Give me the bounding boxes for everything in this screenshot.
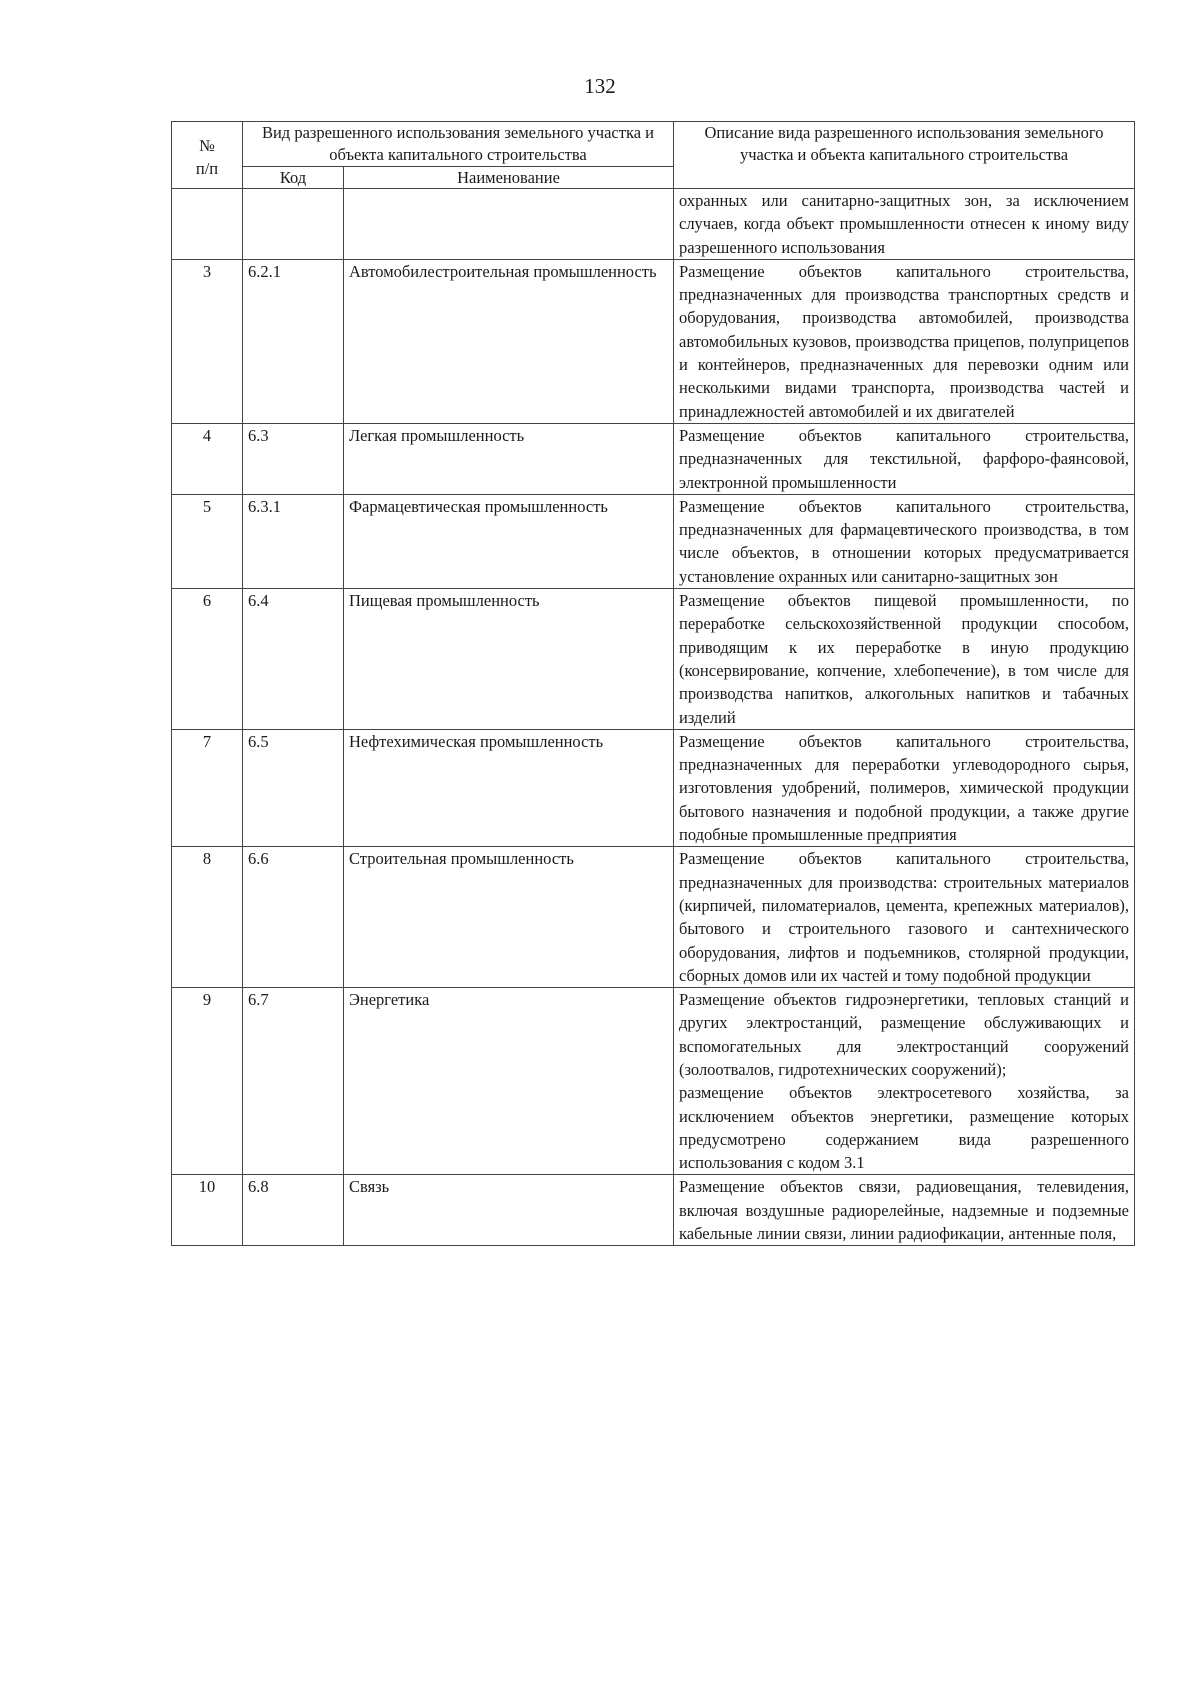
header-code: Код [243, 167, 344, 189]
table-row [172, 1175, 1135, 1246]
cell-name: Строительная промышленность [344, 847, 674, 988]
table-row [172, 988, 1135, 1175]
cell-desc [674, 729, 1135, 846]
cell-num [172, 189, 243, 260]
header-desc: Описание вида разрешенного использования земельного участка и объекта капитального строительства [674, 122, 1135, 189]
desc-paragraph: Размещение объектов капитального строительства, предназначенных для фармацевтического производства, в том числе объектов, в отношении которых предусматривается установление охранных или санитарно-защитных зон [679, 496, 1129, 586]
cell-code: 6.5 [243, 729, 344, 846]
cell-num: 4 [172, 423, 243, 494]
cell-name: Связь [344, 1175, 674, 1246]
desc-paragraph: Размещение объектов капитального строительства, предназначенных для производства: строительных материалов (кирпичей, пиломатериалов, цемента, крепежных материалов), бытового и строительного газового и сантехнического оборудования, лифтов и подъемников, столярной продукции, сборных домов или их частей и тому подобной продукции [679, 849, 1129, 985]
desc-paragraph: Размещение объектов связи, радиовещания, телевидения, включая воздушные радиорелейные, надземные и подземные кабельные линии связи, линии радиофикации, антенные поля, [679, 1177, 1129, 1244]
desc-paragraph: размещение объектов электросетевого хозяйства, за исключением объектов энергетики, размещение которых предусмотрено содержанием вида разрешенного использования с кодом 3.1 [679, 1083, 1129, 1173]
cell-name [344, 189, 674, 260]
cell-num: 7 [172, 729, 243, 846]
desc-paragraph: Размещение объектов капитального строительства, предназначенных для переработки углеводородного сырья, изготовления удобрений, полимеров, химической продукции бытового назначения и подобной продукции, а также другие подобные промышленные предприятия [679, 731, 1129, 845]
cell-desc [674, 423, 1135, 494]
cell-num: 8 [172, 847, 243, 988]
cell-num: 9 [172, 988, 243, 1175]
cell-desc [674, 988, 1135, 1175]
cell-code: 6.6 [243, 847, 344, 988]
cell-name: Автомобилестроительная промышленность [344, 259, 674, 423]
cell-code: 6.3 [243, 423, 344, 494]
cell-desc [674, 259, 1135, 423]
cell-name: Нефтехимическая промышленность [344, 729, 674, 846]
cell-num: 5 [172, 494, 243, 588]
cell-code: 6.4 [243, 589, 344, 730]
cell-name: Пищевая промышленность [344, 589, 674, 730]
table-header [172, 122, 1135, 189]
cell-code: 6.7 [243, 988, 344, 1175]
cell-code: 6.3.1 [243, 494, 344, 588]
table-row [172, 589, 1135, 730]
table-row [172, 259, 1135, 423]
cell-num: 10 [172, 1175, 243, 1246]
desc-paragraph: Размещение объектов капитального строительства, предназначенных для производства транспортных средств и оборудования, производства автомобилей, производства автомобильных кузовов, производства прицепов, полуприцепов и контейнеров, предназначенных для перевозки одним или несколькими видами транспорта, производства частей и принадлежностей автомобилей и их двигателей [679, 261, 1129, 421]
desc-paragraph: Размещение объектов гидроэнергетики, тепловых станций и других электростанций, размещение обслуживающих и вспомогательных для электростанций сооружений (золоотвалов, гидротехнических сооружений); [679, 990, 1129, 1079]
cell-num: 3 [172, 259, 243, 423]
cell-num: 6 [172, 589, 243, 730]
table-row-continuation [172, 189, 1135, 260]
cell-name: Энергетика [344, 988, 674, 1175]
cell-name: Легкая промышленность [344, 423, 674, 494]
cell-code: 6.2.1 [243, 259, 344, 423]
table-row [172, 729, 1135, 846]
cell-desc-continuation: охранных или санитарно-защитных зон, за исключением случаев, когда объект промышленности отнесен к иному виду разрешенного использования [674, 189, 1135, 260]
cell-name: Фармацевтическая промышленность [344, 494, 674, 588]
cell-code [243, 189, 344, 260]
header-num: № п/п [172, 122, 243, 189]
header-name: Наименование [344, 167, 674, 189]
cell-code: 6.8 [243, 1175, 344, 1246]
cell-desc [674, 1175, 1135, 1246]
cell-desc [674, 494, 1135, 588]
cell-desc [674, 847, 1135, 988]
page-number: 132 [584, 74, 616, 98]
land-use-table [171, 121, 1135, 1246]
header-group: Вид разрешенного использования земельного участка и объекта капитального строительства [243, 122, 674, 167]
desc-paragraph: Размещение объектов капитального строительства, предназначенных для текстильной, фарфоро-фаянсовой, электронной промышленности [679, 425, 1129, 492]
table-row [172, 494, 1135, 588]
cell-desc [674, 589, 1135, 730]
desc-paragraph: Размещение объектов пищевой промышленности, по переработке сельскохозяйственной продукции способом, приводящим к их переработке в иную продукцию (консервирование, копчение, хлебопечение), в том числе для производства напитков, алкогольных напитков и табачных изделий [679, 591, 1129, 727]
table-row [172, 423, 1135, 494]
table-row [172, 847, 1135, 988]
table-body [172, 189, 1135, 1246]
